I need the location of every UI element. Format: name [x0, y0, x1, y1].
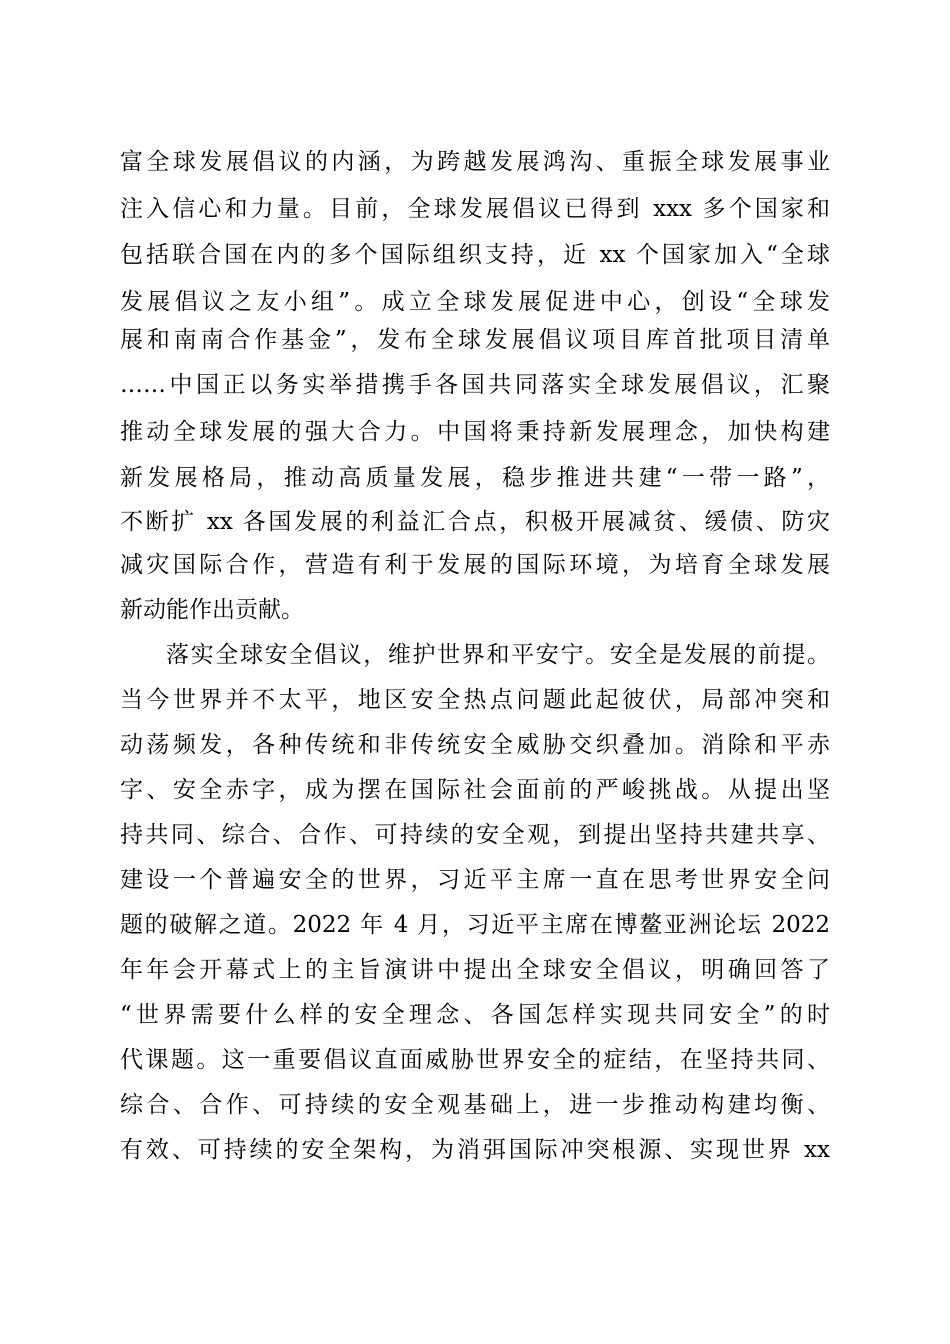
- text-line: 发展倡议之友小组”。成立全球发展促进中心，创设“全球发: [120, 289, 830, 315]
- text-line: “世界需要什么样的安全理念、各国怎样实现共同安全”的时: [120, 1002, 830, 1028]
- text-line: 动荡频发，各种传统和非传统安全威胁交织叠加。消除和平赤: [120, 732, 830, 758]
- text-line: 当今世界并不太平，地区安全热点问题此起彼伏，局部冲突和: [120, 687, 830, 713]
- text-line: 代课题。这一重要倡议直面威胁世界安全的症结，在坚持共同、: [120, 1047, 830, 1073]
- text-line: ……中国正以务实举措携手各国共同落实全球发展倡议，汇聚: [120, 372, 830, 398]
- text-line: 新发展格局，推动高质量发展，稳步推进共建“一带一路”，: [120, 465, 830, 491]
- text-line: 富全球发展倡议的内涵，为跨越发展鸿沟、重振全球发展事业: [120, 149, 830, 175]
- text-line: 推动全球发展的强大合力。中国将秉持新发展理念，加快构建: [120, 419, 830, 445]
- paragraph-first-line: 落实全球安全倡议，维护世界和平安宁。安全是发展的前提。: [166, 642, 830, 668]
- text-line: 包括联合国在内的多个国际组织支持，近 xx 个国家加入“全球: [120, 242, 830, 268]
- text-line: 题的破解之道。2022 年 4 月，习近平主席在博鳌亚洲论坛 2022: [120, 912, 830, 938]
- text-line: 减灾国际合作，营造有利于发展的国际环境，为培育全球发展: [120, 552, 830, 578]
- text-line: 建设一个普遍安全的世界，习近平主席一直在思考世界安全问: [120, 867, 830, 893]
- text-line: 持共同、综合、合作、可持续的安全观，到提出坚持共建共享、: [120, 822, 830, 848]
- text-line: 注入信心和力量。目前，全球发展倡议已得到 xxx 多个国家和: [120, 196, 830, 222]
- text-line: 新动能作出贡献。: [120, 597, 304, 623]
- text-line: 展和南南合作基金”，发布全球发展倡议项目库首批项目清单: [120, 327, 830, 353]
- text-line: 综合、合作、可持续的安全观基础上，进一步推动构建均衡、: [120, 1092, 830, 1118]
- text-line: 字、安全赤字，成为摆在国际社会面前的严峻挑战。从提出坚: [120, 777, 830, 803]
- text-line: 年年会开幕式上的主旨演讲中提出全球安全倡议，明确回答了: [120, 957, 830, 983]
- text-line: 有效、可持续的安全架构，为消弭国际冲突根源、实现世界 xx: [120, 1137, 830, 1163]
- text-line: 不断扩 xx 各国发展的利益汇合点，积极开展减贫、缓债、防灾: [120, 509, 830, 535]
